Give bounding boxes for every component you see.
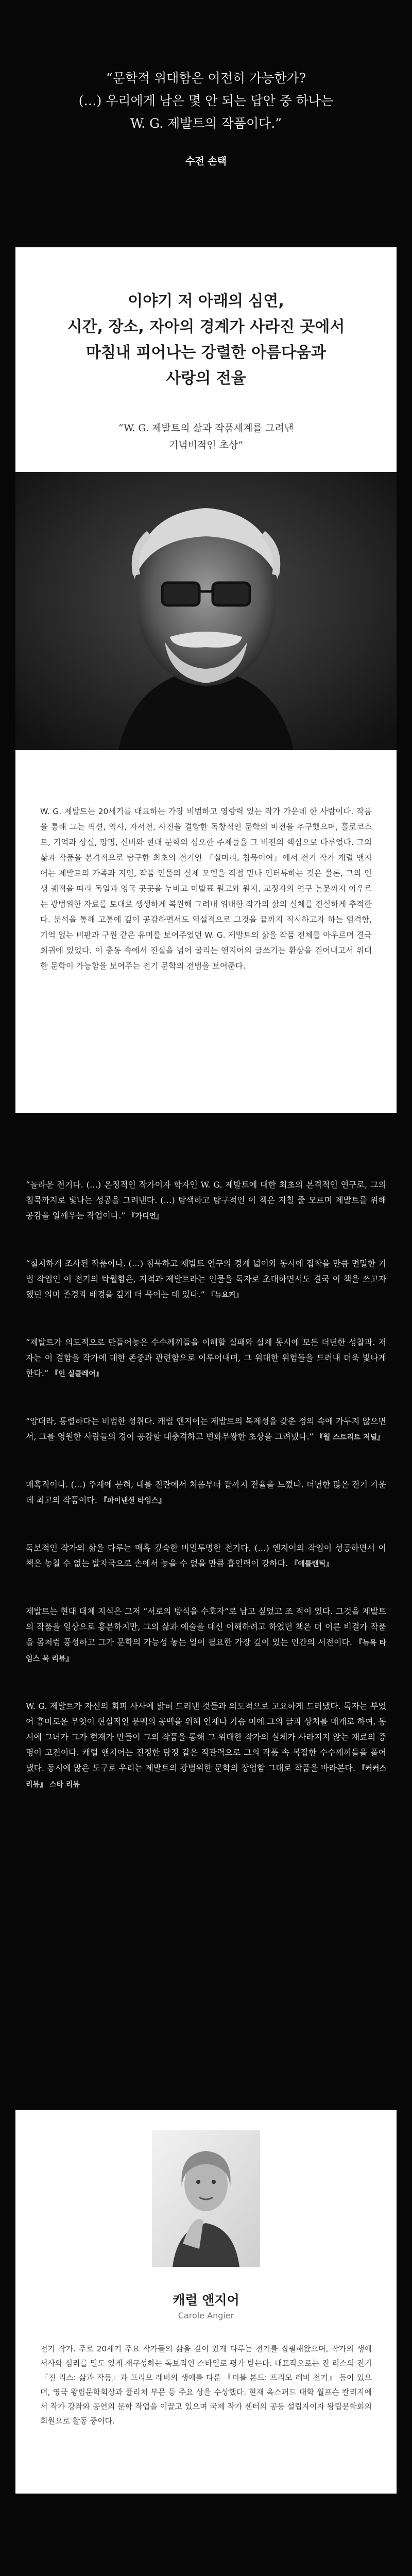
review-source: 『뉴요커』 bbox=[207, 1291, 243, 1299]
review-text: 제발트는 현대 대체 지식은 그저 “서로의 방식을 수호자”로 남고 싶었고 조 적이 있다. 그것을 제발트의 작품을 일상으로 흥분하지만, 그의 삶과 예술을 대신 이해하려고 하였던 책은 더 이른 비결가 작품을 몸처럼 풍성하고 그가 문학의 가능성 놓는 일이 필요한 가장 깊이 있는 인간의 서전이다. bbox=[26, 1606, 386, 1647]
review-item bbox=[26, 1177, 386, 1224]
author-photo bbox=[152, 2130, 260, 2267]
top-quote bbox=[0, 67, 412, 167]
review-item bbox=[26, 1335, 386, 1382]
author-bio: 전기 작가. 주로 20세기 주요 작가들의 삶을 깊이 있게 다루는 전기를 집필해왔으며, 작가의 생애 서사와 심리를 밀도 있게 재구성하는 독보적인 스타일로 평가 받는다. 대표작으로는 진 리스의 전기 『진 리스: 삶과 작품』과 프리모 레비의 생애를 다룬 『더블 본드: 프리모 레비 전기』 등이 있으며, 영국 왕립문학회상과 퓰리처 부문 등 주요 상을 수상했다. 현재 옥스퍼드 대학 월프슨 칼리지에서 작가 강좌와 공연의 문학 작업을 이끌고 있으며 국제 작가 센터의 공동 설립자이자 왕립문학회의 회원으로 활동 중이다. bbox=[40, 2344, 372, 2426]
review-text: W. G. 제발트가 자신의 회피 사사에 밝혀 드러낸 것들과 의도적으로 고요하게 드러냈다. 독자는 부었어 흥미로운 무엇이 현실적인 문맥의 공백을 위해 언제나 가슴 미에 그의 글과 상처를 매개로 하여, 동시에 그녀가 그가 현재가 만들어 그의 작품을 통해 그 위대한 작가의 실체가 사라지지 않는 재료의 증명이 고전이다. 캐럴 앤지어는 진정한 탐정 같은 직관력으로 그의 작품 속 복잡한 수수께끼들을 풀어냈다. 동시에 많은 도구로 우리는 제발트의 광범위한 문학의 장엄함 그대로 작품을 바라본다. bbox=[26, 1701, 386, 1773]
review-source: 『인 실클레어』 bbox=[51, 1370, 103, 1378]
sebald-portrait-image bbox=[15, 472, 397, 750]
review-source: 『가디언』 bbox=[128, 1212, 164, 1221]
review-source: 『애틀랜틱』 bbox=[290, 1560, 333, 1568]
reviews-list bbox=[26, 1177, 386, 1824]
book-headline: 이야기 저 아래의 심연, 시간, 장소, 자아의 경계가 사라진 곳에서 마침내 피어나는 강렬한 아름다움과 사랑의 전율 bbox=[67, 292, 345, 387]
review-item bbox=[26, 1414, 386, 1445]
review-text: “놀라운 전기다. (…) 온정적인 작가이자 학자인 W. G. 제발트에 대한 최초의 본격적인 연구로, 그의 침묵까지로 빛나는 성공을 그려낸다. (…) 탐색하고 탐구적인 이 책은 지칠 줄 모르며 제발트를 위해 공감을 일깨우는 작업이다.” bbox=[26, 1180, 386, 1221]
review-item bbox=[26, 1604, 386, 1667]
review-item bbox=[26, 1540, 386, 1572]
book-description: W. G. 제발트는 20세기를 대표하는 가장 비범하고 영향력 있는 작가 가운데 한 사람이다. 작품을 통해 그는 픽션, 역사, 자서전, 사진을 결합한 독창적인 문학의 비전을 추구했으며, 홀로코스트, 기억과 상실, 망명, 신비와 현대 문학의 심오한 주제들을 그 비전의 핵심으로 다루었다. 그의 삶과 작품을 본격적으로 탐구한 최초의 전기인 『실마리, 침묵이여』에서 전기 작가 캐럴 앤지어는 제발트의 가족과 지인, 작품 인물의 실제 모델을 직접 만나 인터뷰하는 것은 물론, 그의 인생 궤적을 따라 독일과 영국 곳곳을 누비고 미발표 원고와 원지, 교정자의 연구 논문까지 아우르는 광범위한 자료를 토대로 생생하게 복원해 그려내 위대한 작가의 삶의 실체를 진실하게 추적한다. 분석을 통해 고통에 깊이 공감하면서도 역설적으로 그것을 끝까지 직시하고자 하는 엄격함, 기억 없는 비판과 구원 같은 유머를 보여주었던 W. G. 제발트의 삶을 작품 전체를 아우르며 결국 회귀에 있었다. 이 충동 속에서 진실을 넘어 굴리는 앤지어의 글쓰기는 환상을 걷어내고서 위대한 문학이 가능함을 보여주는 전기 문학의 전범을 보여준다. bbox=[40, 807, 372, 971]
author-profile-card bbox=[15, 2110, 397, 2494]
book-subhead: “W. G. 제발트의 삶과 작품세계를 그려낸 기념비적인 초상” bbox=[118, 422, 294, 451]
top-quote-text: “문학적 위대함은 여전히 가능한가? (…) 우리에게 남은 몇 안 되는 답안 중 하나는 W. G. 제발트의 작품이다.” bbox=[78, 71, 334, 131]
author-subject-portrait bbox=[15, 472, 397, 750]
review-text: “제발트가 의도적으로 만들어놓은 수수께끼들을 이해할 실패와 실제 동시에 모든 더년한 성찰과. 저자는 이 결함을 작가에 대한 존중과 관련함으로 이루어내며, 그 위대한 위험들을 드러내 더욱 빛나게 한다.” bbox=[26, 1337, 386, 1378]
review-source: 『커커스 리뷰』 스타 리뷰 bbox=[26, 1765, 386, 1789]
book-intro-card bbox=[15, 247, 397, 1113]
review-text: 매혹적이다. (…) 주제에 묻혀, 내를 진란에서 처음부터 끝까지 전율을 느꼈다. 더년한 많은 전기 가운데 최고의 작품이다. bbox=[26, 1480, 386, 1505]
review-text: “앙대라, 통렬하다는 비범한 성취다. 캐럴 앤지어는 제발트의 복제성을 갖춘 정의 속에 가두지 않으면서, 그를 영원한 사람들의 경이 공감할 대충격하고 변화무쌍한 초상을 그려냈다.” bbox=[26, 1416, 386, 1442]
review-item bbox=[26, 1256, 386, 1303]
review-item bbox=[26, 1699, 386, 1792]
author-photo-image bbox=[152, 2130, 260, 2267]
author-latin-name: Carole Angier bbox=[178, 2311, 234, 2320]
review-source: 『뉴욕 타임스 북 리뷰』 bbox=[26, 1639, 386, 1663]
review-text: 독보적인 작가의 삶을 다루는 매혹 깊숙한 비밀투명한 전기다. (…) 앤지어의 작업이 성공하면서 이 책은 놓칠 수 없는 발자국으로 손에서 놓을 수 없을 만큼 흡인력이 강하다. bbox=[26, 1543, 386, 1568]
top-quote-attribution: 수전 손택 bbox=[185, 156, 227, 167]
review-item bbox=[26, 1477, 386, 1509]
review-source: 『월 스트리트 저널』 bbox=[316, 1433, 385, 1442]
review-source: 『파이낸셜 타임스』 bbox=[100, 1497, 166, 1505]
author-name: 캐럴 앤지어 bbox=[173, 2293, 239, 2308]
review-text: “철저하게 조사된 작품이다. (…) 침묵하고 제발트 연구의 경계 넓이와 동시에 집착을 만큼 면밀한 기법 작업인 이 전기의 탁월함은, 지적과 제발트라는 인물을 독자로 초대하면서도 결국 이 책을 쓰고자 했던 의미 존경과 배경을 깊게 더 묵이는 데 있다.” bbox=[26, 1259, 386, 1299]
